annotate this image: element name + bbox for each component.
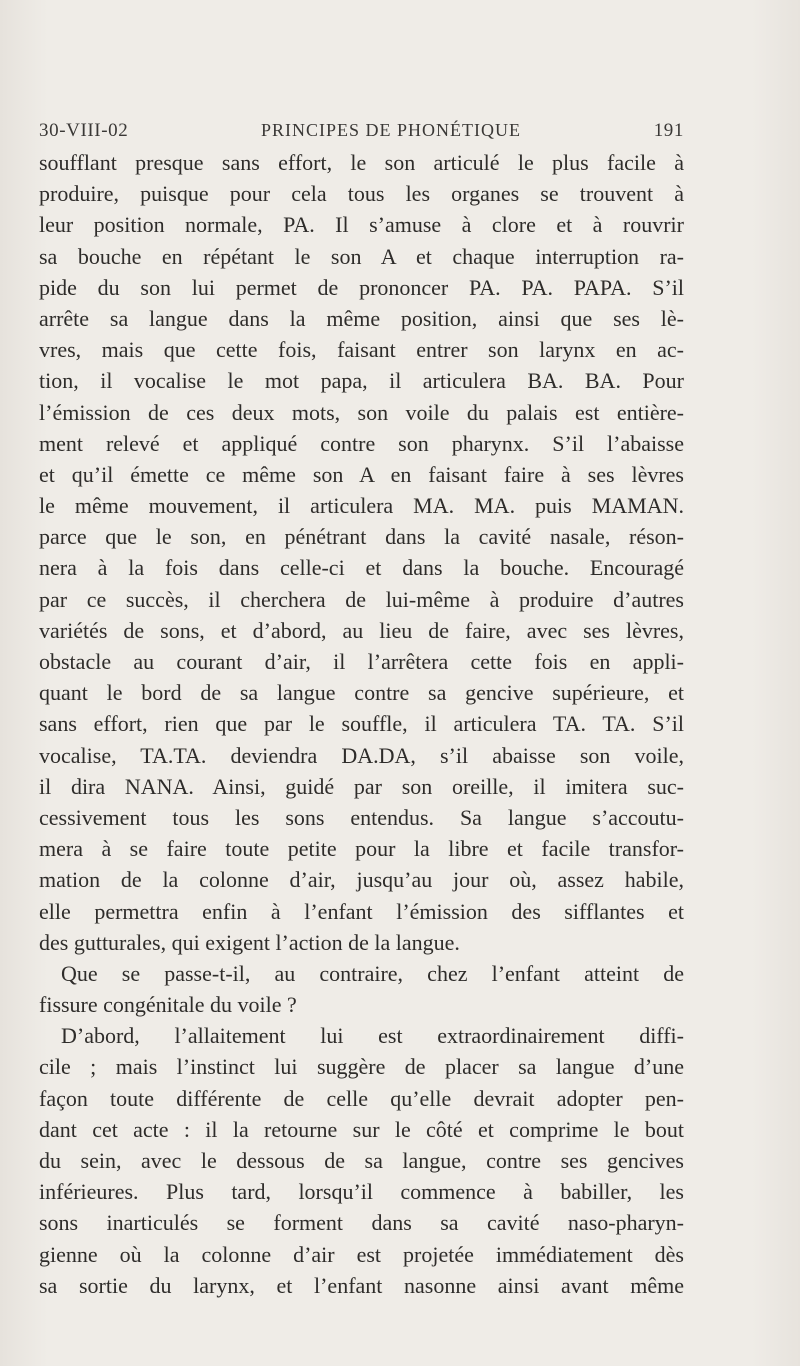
text-line: vres, mais que cette fois, faisant entrer son larynx en ac- bbox=[39, 337, 684, 363]
text-line: ment relevé et appliqué contre son pharynx. S’il l’abaisse bbox=[39, 430, 684, 456]
text-line: gienne où la colonne d’air est projetée immédiatement dès bbox=[39, 1241, 684, 1267]
text-line: sa sortie du larynx, et l’enfant nasonne ainsi avant même bbox=[39, 1272, 684, 1298]
paragraph-start-line: Que se passe-t-il, au contraire, chez l’enfant atteint de bbox=[61, 960, 684, 986]
header-date-code: 30-VIII-02 bbox=[39, 120, 129, 141]
text-line: sa bouche en répétant le son A et chaque interruption ra- bbox=[39, 243, 684, 269]
text-line: pide du son lui permet de prononcer PA. PA. PAPA. S’il bbox=[39, 274, 684, 300]
text-line: arrête sa langue dans la même position, ainsi que ses lè- bbox=[39, 305, 684, 331]
text-line: vocalise, TA.TA. deviendra DA.DA, s’il abaisse son voile, bbox=[39, 742, 684, 768]
text-line: cessivement tous les sons entendus. Sa langue s’accoutu- bbox=[39, 804, 684, 830]
text-line: l’émission de ces deux mots, son voile du palais est entière- bbox=[39, 399, 684, 425]
running-head bbox=[39, 120, 684, 144]
text-line: dant cet acte : il la retourne sur le côté et comprime le bout bbox=[39, 1116, 684, 1142]
page-number: 191 bbox=[653, 120, 684, 141]
text-line: par ce succès, il cherchera de lui-même à produire d’autres bbox=[39, 586, 684, 612]
text-line: nera à la fois dans celle-ci et dans la bouche. Encouragé bbox=[39, 555, 684, 581]
text-line: et qu’il émette ce même son A en faisant faire à ses lèvres bbox=[39, 461, 684, 487]
text-line: fissure congénitale du voile ? bbox=[39, 992, 297, 1018]
text-line: parce que le son, en pénétrant dans la cavité nasale, réson- bbox=[39, 524, 684, 550]
text-line: sons inarticulés se forment dans sa cavité naso-pharyn- bbox=[39, 1210, 684, 1236]
paragraph-start-line: D’abord, l’allaitement lui est extraordinairement diffi- bbox=[61, 1023, 684, 1049]
body-text bbox=[39, 147, 684, 1301]
text-line: sans effort, rien que par le souffle, il articulera TA. TA. S’il bbox=[39, 711, 684, 737]
text-line: il dira NANA. Ainsi, guidé par son oreille, il imitera suc- bbox=[39, 773, 684, 799]
text-line: des gutturales, qui exigent l’action de la langue. bbox=[39, 929, 460, 955]
text-line: tion, il vocalise le mot papa, il articulera BA. BA. Pour bbox=[39, 368, 684, 394]
text-line: obstacle au courant d’air, il l’arrêtera cette fois en appli- bbox=[39, 649, 684, 674]
text-line: mation de la colonne d’air, jusqu’au jour où, assez habile, bbox=[39, 867, 684, 893]
text-line: variétés de sons, et d’abord, au lieu de faire, avec ses lèvres, bbox=[39, 617, 684, 643]
text-line: inférieures. Plus tard, lorsqu’il commence à babiller, les bbox=[39, 1179, 684, 1205]
text-line: elle permettra enfin à l’enfant l’émission des sifflantes et bbox=[39, 898, 684, 924]
text-line: quant le bord de sa langue contre sa gencive supérieure, et bbox=[39, 680, 684, 706]
text-line: soufflant presque sans effort, le son articulé le plus facile à bbox=[39, 150, 684, 175]
text-line: le même mouvement, il articulera MA. MA. puis MAMAN. bbox=[39, 493, 684, 519]
text-line: cile ; mais l’instinct lui suggère de placer sa langue d’une bbox=[39, 1054, 684, 1080]
text-line: leur position normale, PA. Il s’amuse à clore et à rouvrir bbox=[39, 212, 684, 238]
text-line: façon toute différente de celle qu’elle devrait adopter pen- bbox=[39, 1085, 684, 1111]
text-line: produire, puisque pour cela tous les organes se trouvent à bbox=[39, 181, 684, 207]
text-line: mera à se faire toute petite pour la libre et facile transfor- bbox=[39, 836, 684, 862]
header-title: PRINCIPES DE PHONÉTIQUE bbox=[261, 120, 522, 140]
text-line: du sein, avec le dessous de sa langue, contre ses gencives bbox=[39, 1148, 684, 1173]
